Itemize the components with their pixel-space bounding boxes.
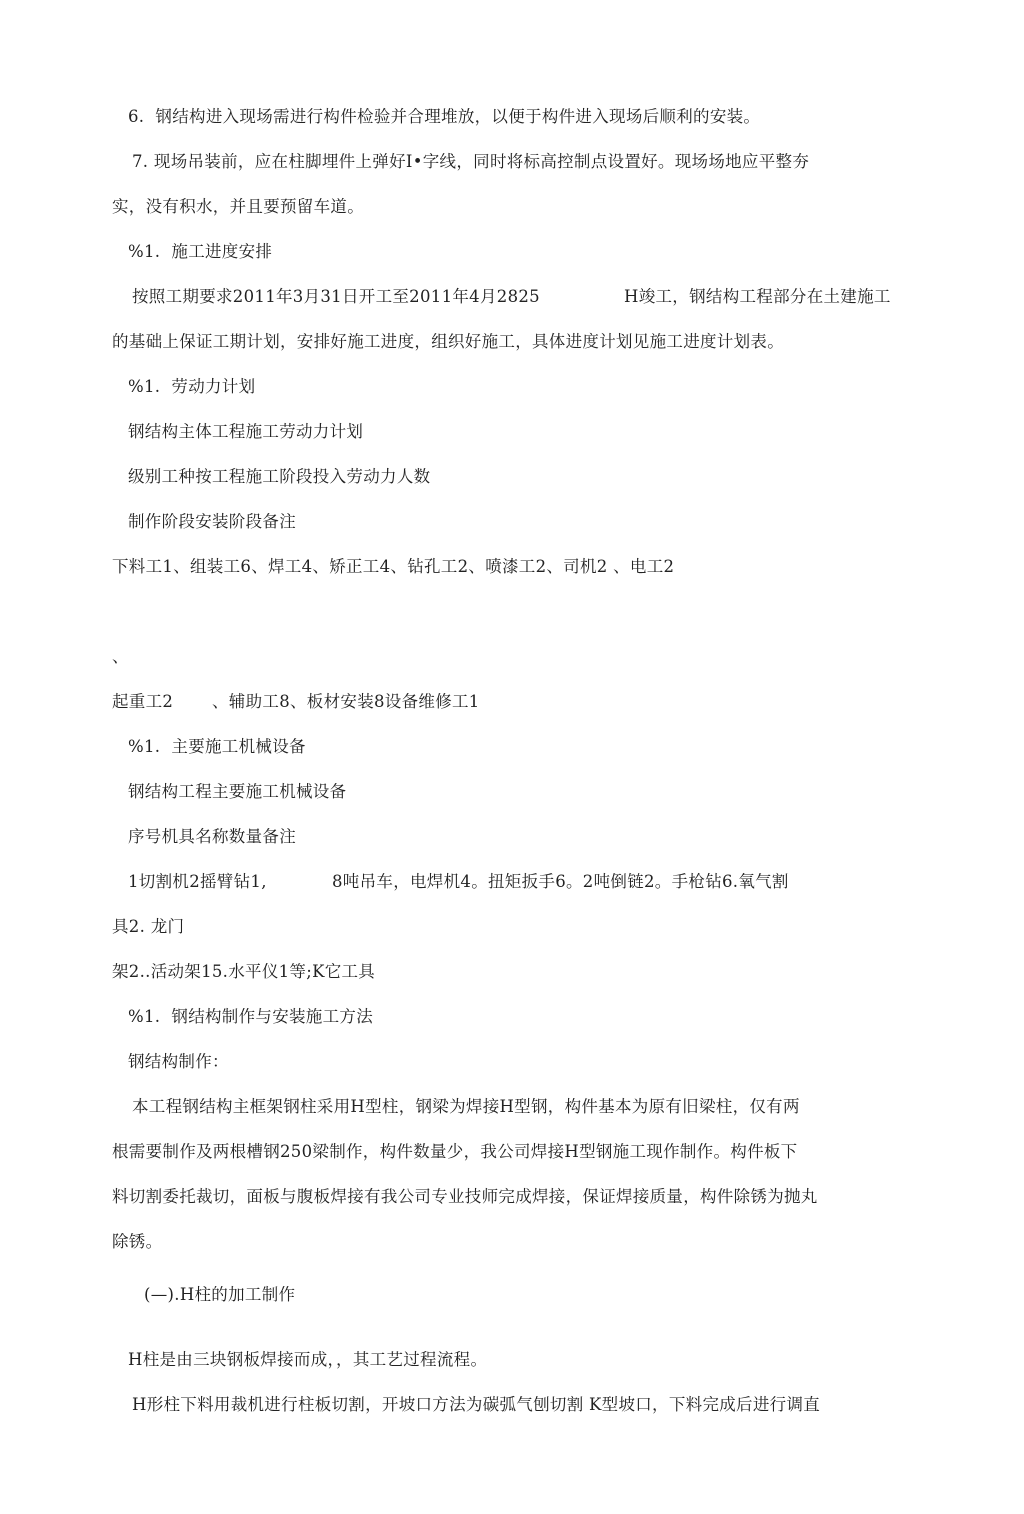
text-line: 架2..活动架15.水平仪1等;K它工具 [112, 962, 376, 981]
text-line: 钢结构制作： [128, 1052, 229, 1071]
text-line: 序号机具名称数量备注 [128, 827, 296, 846]
text-line: 具2. 龙门 [112, 917, 185, 936]
text-line: 按照工期要求2011年3月31日开工至2011年4月2825 [132, 287, 540, 306]
text-line: 料切割委托裁切，面板与腹板焊接有我公司专业技师完成焊接，保证焊接质量，构件除锈为抛丸 [112, 1187, 818, 1206]
text-line: 制作阶段安装阶段备注 [128, 512, 296, 531]
text-line: 、 [112, 647, 129, 666]
section-heading: %1. 主要施工机械设备 [128, 737, 306, 756]
text-line: 实，没有积水，并且要预留车道。 [112, 197, 364, 216]
text-line: H形柱下料用裁机进行柱板切割，开坡口方法为碳弧气刨切割 K型坡口，下料完成后进行调直 [132, 1395, 821, 1414]
text-line: 、辅助工8、板材安装8设备维修工1 [212, 692, 480, 711]
text-line: 钢结构工程主要施工机械设备 [128, 782, 347, 801]
text-line: H竣工，钢结构工程部分在土建施工 [624, 287, 891, 306]
section-heading: %1. 劳动力计划 [128, 377, 256, 396]
text-line: H柱是由三块钢板焊接而成，，其工艺过程流程。 [128, 1350, 488, 1369]
subsection-heading: (—).H柱的加工制作 [144, 1285, 296, 1304]
text-line: 1切割机2摇臂钻1, [128, 872, 267, 891]
text-line: 除锈。 [112, 1232, 163, 1251]
text-line: 6. 钢结构进入现场需进行构件检验并合理堆放，以便于构件进入现场后顺利的安装。 [128, 107, 761, 126]
text-line: 本工程钢结构主框架钢柱采用H型柱，钢梁为焊接H型钢，构件基本为原有旧梁柱，仅有两 [132, 1097, 800, 1116]
text-line: 8吨吊车，电焊机4。扭矩扳手6。2吨倒链2。手枪钻6.氧气割 [332, 872, 789, 891]
text-line: 钢结构主体工程施工劳动力计划 [128, 422, 364, 441]
text-line: 起重工2 [112, 692, 174, 711]
text-line: 级别工种按工程施工阶段投入劳动力人数 [128, 467, 431, 486]
section-heading: %1. 钢结构制作与安装施工方法 [128, 1007, 374, 1026]
text-line: 的基础上保证工期计划，安排好施工进度，组织好施工，具体进度计划见施工进度计划表。 [112, 332, 784, 351]
text-line: 7. 现场吊装前，应在柱脚埋件上弹好I•字线，同时将标高控制点设置好。现场场地应平整夯 [132, 152, 810, 171]
text-line: 下料工1、组装工6、焊工4、矫正工4、钻孔工2、喷漆工2、司机2 、电工2 [112, 557, 675, 576]
text-line: 根需要制作及两根槽钢250梁制作，构件数量少，我公司焊接H型钢施工现作制作。构件板下 [112, 1142, 798, 1161]
section-heading: %1. 施工进度安排 [128, 242, 273, 261]
